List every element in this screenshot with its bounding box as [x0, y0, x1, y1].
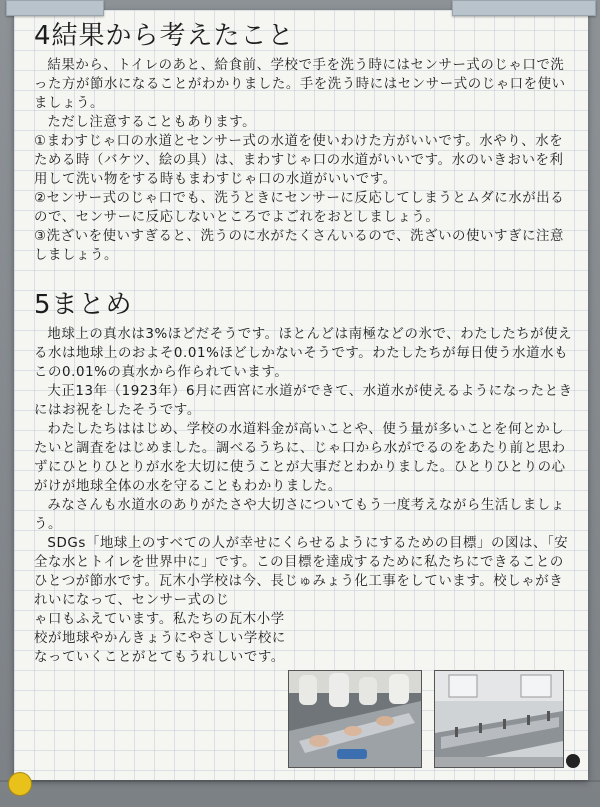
section5-paragraph-1: 地球上の真水は3%ほどだそうです。ほとんどは南極などの氷で、わたしたちが使える水は地球上のおよそ0.01%ほどしかないそうです。わたしたちが毎日使う水道水もこの0.01%の真水から作られています。 [34, 327, 573, 380]
push-pin-icon [566, 754, 580, 768]
section4-intro: 結果から、トイレのあと、給食前、学校で手を洗う時にはセンサー式のじゃ口で洗った方が節水になることがわかりました。手を洗う時にはセンサー式のじゃ口を使いましょう。 [34, 58, 566, 111]
poster-paper [14, 10, 588, 780]
section5-paragraph-3: わたしたちははじめ、学校の水道料金が高いことや、使う量が多いことを何とかしたいと調査をはじめました。調べるうちに、じゃ口から水がでるのをあたり前と思わずにひとりひとりが水を大切に使うことが大事だとわかりました。ひとりひとりの心がけが地球全体の水を守ることもわかりました。 [34, 422, 566, 494]
section5-paragraph-2: 大正13年（1923年）6月に西宮に水道ができて、水道水が使えるようになったときにはお祝をしたそうです。 [34, 384, 573, 418]
sink-photo-row-image [435, 671, 563, 767]
sink-photo-row [434, 670, 564, 768]
section-gap [34, 265, 574, 287]
tape-strip-right [452, 0, 596, 16]
section5-heading: 5まとめ [34, 290, 133, 320]
section5-sdgs-tail: ゃ口もふえています。私たちの瓦木小学校が地球やかんきょうにやさしい学校になっていくことがとてもうれしいです。 [34, 612, 286, 665]
section4-item-3: ③洗ざいを使いすぎると、洗うのに水がたくさんいるので、洗ざいの使いすぎに注意しましょう。 [34, 229, 564, 263]
section5-sdgs-tail-wrap [34, 610, 574, 667]
section4-item-1: ①まわすじゃ口の水道とセンサー式の水道を使いわけた方がいいです。水やり、水をためる時（バケツ、絵の具）は、まわすじゃ口の水道がいいです。水のいきおいを利用して洗い物をする時もまわすじゃ口の水道がいいです。 [34, 134, 564, 187]
section5-paragraph-4: みなさんも水道水のありがたさや大切さについてもう一度考えながら生活しましょう。 [34, 498, 565, 532]
section4-item-2: ②センサー式のじゃ口でも、洗うときにセンサーに反応してしまうとムダに水が出るので、センサーに反応しないところでよごれをおとしましょう。 [34, 191, 565, 225]
section4-note: ただし注意することもあります。 [47, 115, 257, 130]
tape-strip-left [6, 0, 104, 16]
sink-photo-students [288, 670, 422, 768]
section4-heading: 4結果から考えたこと [34, 21, 295, 51]
poster-content [34, 18, 574, 667]
push-pin-icon [8, 772, 32, 796]
sink-photo-students-image [289, 671, 421, 767]
section5-sdgs: SDGs「地球上のすべての人が幸せにくらせるようにするための目標」の図は、「安全な水とトイレを世界中に」です。この目標を達成するために私たちにできることのひとつが節水です。瓦木小学校は今、長じゅみょう化工事をしています。校しゃがきれいになって、センサー式のじ [34, 536, 569, 608]
photo-area [288, 670, 578, 768]
wall-seam [0, 780, 600, 782]
